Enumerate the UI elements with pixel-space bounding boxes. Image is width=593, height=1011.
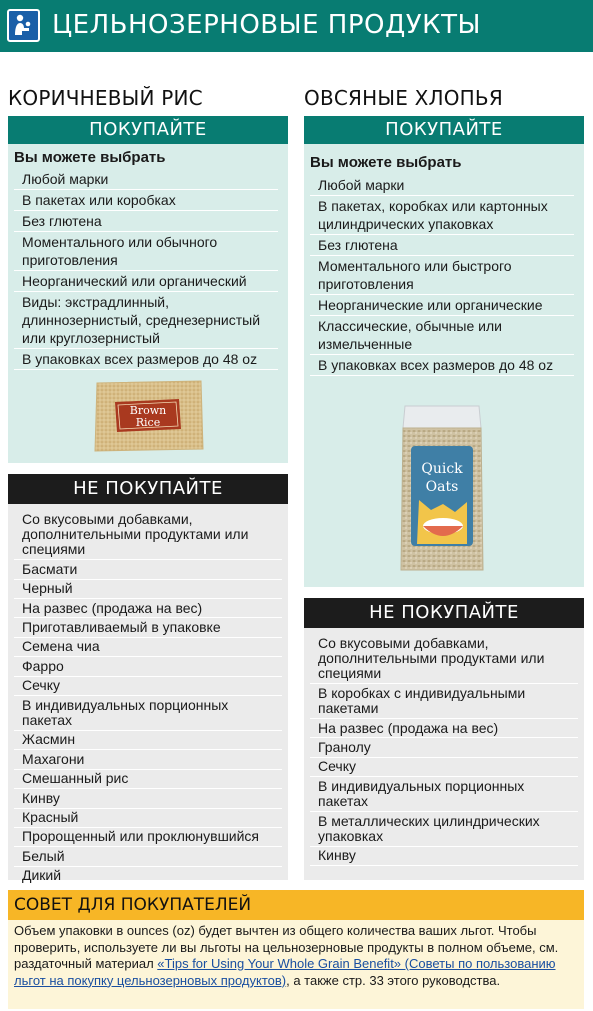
- nobuy-list-item: Со вкусовыми добавками, дополнительными продуктами или специями: [310, 634, 578, 684]
- nobuy-list-item: Махагони: [14, 750, 282, 769]
- brown-rice-package-image: [93, 377, 205, 455]
- nobuy-list-item: Кинву: [14, 789, 282, 808]
- nobuy-list-item: На развес (продажа на вес): [14, 599, 282, 618]
- nobuy-list-item: Смешанный рис: [14, 770, 282, 789]
- whole-grain-tips-link[interactable]: «Tips for Using Your Whole Grain Benefit» (Советы по пользованию льгот на покупку цельнозерновых продуктов): [14, 956, 556, 988]
- nobuy-header: НЕ ПОКУПАЙТЕ: [304, 598, 584, 628]
- buy-list-item: Любой марки: [14, 169, 278, 190]
- nobuy-list-item: Дикий: [14, 867, 282, 886]
- oats-buy-list: [310, 175, 574, 376]
- nobuy-list-item: Басмати: [14, 560, 282, 579]
- tip-text: [14, 923, 580, 989]
- nobuy-list-item: В индивидуальных порционных пакетах: [14, 696, 282, 731]
- nobuy-list-item: Жасмин: [14, 731, 282, 750]
- choose-label: Вы можете выбрать: [310, 154, 462, 171]
- oats-nobuy-list: [310, 634, 578, 866]
- buy-list-item: Неорганические или органические: [310, 295, 574, 316]
- choose-label: Вы можете выбрать: [14, 149, 166, 166]
- brown-rice-nobuy-section: [8, 474, 288, 884]
- buy-list-item: В упаковках всех размеров до 48 oz: [310, 355, 574, 376]
- tip-header: СОВЕТ ДЛЯ ПОКУПАТЕЛЕЙ: [8, 890, 584, 920]
- rice-label-line1: Brown: [129, 404, 167, 417]
- buy-list-item: Любой марки: [310, 175, 574, 196]
- page-header: [0, 0, 593, 52]
- nobuy-list-item: Белый: [14, 847, 282, 866]
- nobuy-list-item: Пророщенный или проклюнувшийся: [14, 828, 282, 847]
- oats-heading: ОВСЯНЫЕ ХЛОПЬЯ: [304, 86, 503, 110]
- nobuy-list-item: В металлических цилиндрических упаковках: [310, 812, 578, 847]
- brown-rice-heading: КОРИЧНЕВЫЙ РИС: [8, 86, 203, 110]
- buy-list-item: Моментального или обычного приготовления: [14, 232, 278, 271]
- brown-rice-nobuy-list: [14, 510, 282, 886]
- buy-list-item: Классические, обычные или измельченные: [310, 316, 574, 355]
- nobuy-list-item: Приготавливаемый в упаковке: [14, 618, 282, 637]
- shopper-tip-section: [8, 890, 584, 1009]
- buy-list-item: В пакетах или коробках: [14, 190, 278, 211]
- buy-list-item: В пакетах, коробках или картонных цилиндрических упаковках: [310, 196, 574, 235]
- buy-header: ПОКУПАЙТЕ: [8, 116, 288, 144]
- nobuy-list-item: Со вкусовыми добавками, дополнительными продуктами или специями: [14, 510, 282, 560]
- quick-oats-package-image: [397, 404, 487, 574]
- page-title: ЦЕЛЬНОЗЕРНОВЫЕ ПРОДУКТЫ: [52, 10, 481, 40]
- oats-nobuy-section: [304, 598, 584, 880]
- tip-text-after: , а также стр. 33 этого руководства.: [286, 972, 501, 988]
- wic-mother-child-icon: [7, 9, 40, 42]
- nobuy-list-item: Гранолу: [310, 738, 578, 757]
- rice-label-line2: Rice: [135, 416, 161, 429]
- buy-header: ПОКУПАЙТЕ: [304, 116, 584, 144]
- nobuy-list-item: Красный: [14, 809, 282, 828]
- nobuy-list-item: В индивидуальных порционных пакетах: [310, 777, 578, 812]
- nobuy-list-item: Фарро: [14, 657, 282, 676]
- nobuy-list-item: Семена чиа: [14, 638, 282, 657]
- nobuy-list-item: Сечку: [14, 677, 282, 696]
- buy-list-item: Неорганический или органический: [14, 271, 278, 292]
- buy-list-item: Виды: экстрадлинный, длиннозернистый, среднезернистый или круглозернистый: [14, 292, 278, 349]
- nobuy-list-item: Черный: [14, 580, 282, 599]
- nobuy-list-item: На развес (продажа на вес): [310, 719, 578, 738]
- brown-rice-buy-list: [14, 169, 278, 370]
- buy-list-item: В упаковках всех размеров до 48 oz: [14, 349, 278, 370]
- buy-list-item: Без глютена: [14, 211, 278, 232]
- nobuy-list-item: Кинву: [310, 847, 578, 866]
- nobuy-list-item: В коробках с индивидуальными пакетами: [310, 684, 578, 719]
- oats-label-line2: Oats: [425, 479, 459, 495]
- buy-list-item: Моментального или быстрого приготовления: [310, 256, 574, 295]
- nobuy-header: НЕ ПОКУПАЙТЕ: [8, 474, 288, 504]
- tip-text-before: Объем упаковки в ounces (oz) будет вычтен из общего количества ваших льгот. Чтобы проверить, используете ли вы льготы на цельнозерновые продукты в полном объеме, см. раздаточный материал: [14, 923, 559, 971]
- oats-label-line1: Quick: [421, 461, 463, 477]
- nobuy-list-item: Сечку: [310, 758, 578, 777]
- buy-list-item: Без глютена: [310, 235, 574, 256]
